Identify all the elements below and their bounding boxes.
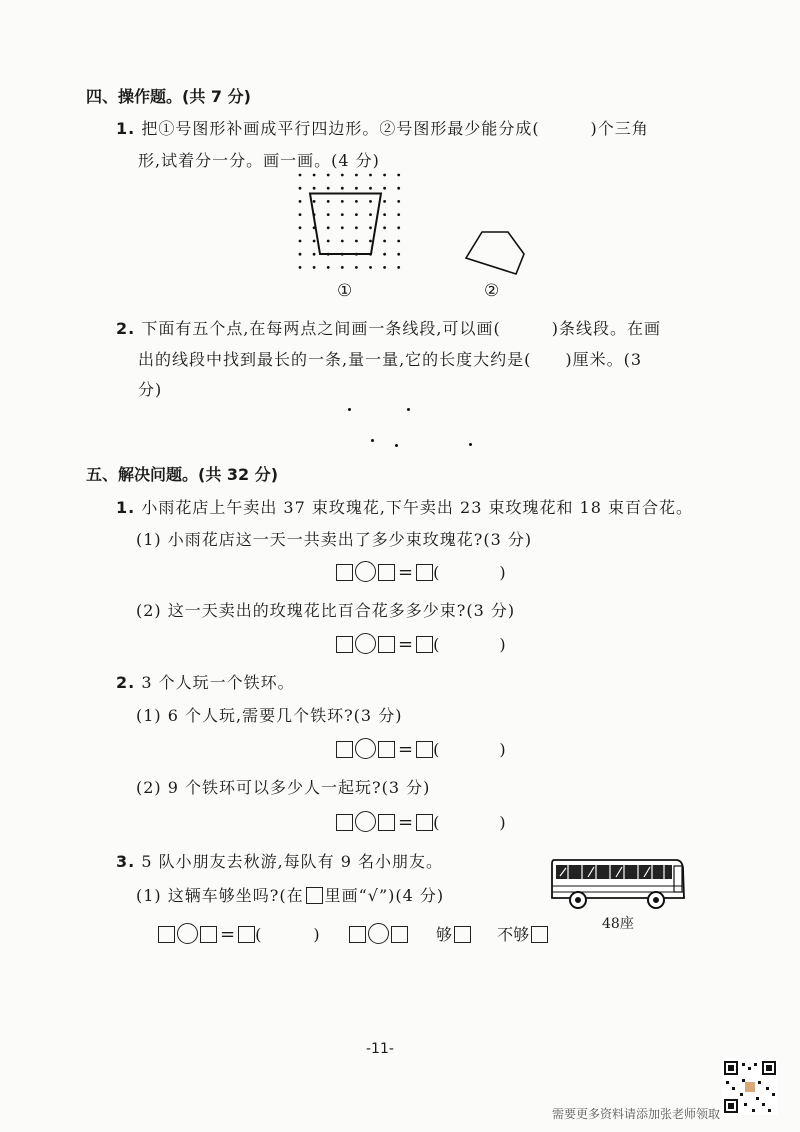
qr-code-icon xyxy=(722,1059,778,1119)
q4-1-number: 1. xyxy=(116,119,136,138)
formula-q5-1-1 xyxy=(336,560,509,583)
grid-dot xyxy=(355,266,358,269)
q5-3-sub1 xyxy=(136,883,444,906)
page-number: -11- xyxy=(366,1041,394,1057)
grid-dot xyxy=(341,200,344,203)
operator-circle[interactable] xyxy=(355,811,376,832)
grid-dot xyxy=(313,200,316,203)
grid-dot xyxy=(355,213,358,216)
unit-paren[interactable]: ( ) xyxy=(433,563,509,582)
bus-seats-label: 48座 xyxy=(602,916,634,932)
q5-1-sub2: (2) 这一天卖出的玫瑰花比百合花多多少束?(3 分) xyxy=(136,601,516,620)
grid-dot xyxy=(369,266,372,269)
grid-dot xyxy=(383,200,386,203)
answer-box[interactable] xyxy=(336,564,353,581)
operator-circle[interactable] xyxy=(355,633,376,654)
grid-dot xyxy=(355,226,358,229)
grid-dot xyxy=(397,253,400,256)
not-enough-checkbox[interactable] xyxy=(531,926,548,943)
answer-box[interactable] xyxy=(378,636,395,653)
grid-dot xyxy=(397,213,400,216)
grid-dot xyxy=(383,240,386,243)
grid-dot xyxy=(327,240,330,243)
q4-2-line3: 分) xyxy=(138,380,163,399)
operator-circle[interactable] xyxy=(355,561,376,582)
q4-1-line2: 形,试着分一分。画一画。(4 分) xyxy=(138,151,380,170)
answer-box[interactable] xyxy=(238,926,255,943)
grid-dot xyxy=(313,240,316,243)
equals-sign: = xyxy=(398,562,414,583)
answer-box[interactable] xyxy=(378,564,395,581)
grid-dot xyxy=(397,187,400,190)
formula-q5-1-2 xyxy=(336,632,509,655)
grid-dot xyxy=(327,266,330,269)
equals-sign: = xyxy=(398,739,414,760)
operator-circle[interactable] xyxy=(355,738,376,759)
q4-1-text1: 把①号图形补画成平行四边形。②号图形最少能分成( )个三角 xyxy=(141,119,649,138)
grid-dot xyxy=(397,200,400,203)
bus-icon xyxy=(548,856,688,912)
grid-dot xyxy=(397,226,400,229)
grid-dot xyxy=(369,200,372,203)
answer-box[interactable] xyxy=(416,741,433,758)
figure-2-label: ② xyxy=(484,281,500,301)
compare-box[interactable] xyxy=(349,926,366,943)
equals-sign: = xyxy=(398,634,414,655)
grid-dot xyxy=(341,187,344,190)
q5-2-line xyxy=(116,670,295,693)
answer-box[interactable] xyxy=(416,814,433,831)
grid-dot xyxy=(341,266,344,269)
point-5 xyxy=(469,443,472,446)
q4-1-line1 xyxy=(116,116,649,139)
grid-dot xyxy=(299,266,302,269)
answer-box[interactable] xyxy=(416,564,433,581)
grid-dot xyxy=(383,253,386,256)
grid-dot xyxy=(327,226,330,229)
grid-dot xyxy=(355,240,358,243)
grid-dot xyxy=(341,226,344,229)
answer-box[interactable] xyxy=(336,741,353,758)
bus-image xyxy=(548,856,688,916)
pentagon-figure-2 xyxy=(462,228,528,280)
grid-dot xyxy=(341,240,344,243)
grid-dot xyxy=(313,253,316,256)
formula-q5-2-2 xyxy=(336,810,509,833)
unit-paren[interactable]: ( ) xyxy=(433,813,509,832)
q4-2-text1: 下面有五个点,在每两点之间画一条线段,可以画( )条线段。在画 xyxy=(141,319,661,338)
grid-dot xyxy=(299,200,302,203)
point-3 xyxy=(371,439,374,442)
formula-q5-3 xyxy=(158,922,548,945)
section4-title: 四、操作题。(共 7 分) xyxy=(86,87,251,106)
q5-1-text: 小雨花店上午卖出 37 束玫瑰花,下午卖出 23 束玫瑰花和 18 束百合花。 xyxy=(141,498,693,517)
unit-paren[interactable]: ( ) xyxy=(433,635,509,654)
grid-dot xyxy=(299,240,302,243)
grid-dot xyxy=(369,187,372,190)
q5-2-text: 3 个人玩一个铁环。 xyxy=(141,673,295,692)
operator-circle[interactable] xyxy=(177,923,198,944)
grid-dot xyxy=(299,174,302,177)
q5-2-sub2: (2) 9 个铁环可以多少人一起玩?(3 分) xyxy=(136,778,431,797)
q5-1-number: 1. xyxy=(116,498,136,517)
checkbox-example xyxy=(306,887,323,904)
equals-sign: = xyxy=(220,924,236,945)
grid-dot xyxy=(327,213,330,216)
q5-3-sub1-a: (1) 这辆车够坐吗?(在 xyxy=(136,886,304,905)
enough-label: 够 xyxy=(435,925,452,944)
section5-title: 五、解决问题。(共 32 分) xyxy=(86,465,279,484)
q5-3-text: 5 队小朋友去秋游,每队有 9 名小朋友。 xyxy=(141,852,444,871)
grid-dot xyxy=(383,213,386,216)
compare-circle[interactable] xyxy=(368,923,389,944)
unit-paren[interactable]: ( ) xyxy=(433,740,509,759)
grid-dot xyxy=(299,187,302,190)
unit-paren[interactable]: ( ) xyxy=(255,925,321,944)
figure-1-label: ① xyxy=(337,281,353,301)
grid-dot xyxy=(299,213,302,216)
answer-box[interactable] xyxy=(158,926,175,943)
grid-dot xyxy=(327,174,330,177)
q5-2-number: 2. xyxy=(116,673,136,692)
formula-q5-2-1 xyxy=(336,737,509,760)
grid-dot xyxy=(355,174,358,177)
grid-dot xyxy=(313,266,316,269)
grid-dot xyxy=(397,266,400,269)
trapezoid-grid xyxy=(295,170,405,278)
answer-box[interactable] xyxy=(378,814,395,831)
point-1 xyxy=(348,408,351,411)
grid-dot xyxy=(313,187,316,190)
grid-dot xyxy=(327,200,330,203)
grid-dot xyxy=(299,253,302,256)
footer-note: 需要更多资料请添加张老师领取 xyxy=(552,1107,721,1121)
compare-box[interactable] xyxy=(391,926,408,943)
q5-2-sub1: (1) 6 个人玩,需要几个铁环?(3 分) xyxy=(136,706,403,725)
grid-dot xyxy=(383,174,386,177)
answer-box[interactable] xyxy=(200,926,217,943)
enough-checkbox[interactable] xyxy=(454,926,471,943)
q4-2-number: 2. xyxy=(116,319,136,338)
not-enough-label: 不够 xyxy=(497,925,530,944)
grid-dot xyxy=(327,187,330,190)
answer-box[interactable] xyxy=(336,636,353,653)
answer-box[interactable] xyxy=(416,636,433,653)
grid-dot xyxy=(313,174,316,177)
grid-dot xyxy=(369,226,372,229)
q5-3-sub1-b: 里画“√”)(4 分) xyxy=(324,886,445,905)
q5-1-line xyxy=(116,495,693,518)
grid-dot xyxy=(383,226,386,229)
equals-sign: = xyxy=(398,812,414,833)
grid-dot xyxy=(341,213,344,216)
grid-dot xyxy=(383,266,386,269)
grid-dot xyxy=(383,187,386,190)
grid-dot xyxy=(341,174,344,177)
grid-dot xyxy=(369,240,372,243)
grid-dot xyxy=(299,226,302,229)
grid-dot xyxy=(369,174,372,177)
grid-dot xyxy=(397,174,400,177)
grid-dot xyxy=(355,200,358,203)
q4-2-line1 xyxy=(116,316,661,339)
grid-dot xyxy=(355,187,358,190)
q4-2-line2: 出的线段中找到最长的一条,量一量,它的长度大约是( )厘米。(3 xyxy=(138,350,643,369)
dot-grid-figure-1 xyxy=(295,170,405,278)
answer-box[interactable] xyxy=(378,741,395,758)
grid-dot xyxy=(369,213,372,216)
point-2 xyxy=(407,408,410,411)
q5-3-line xyxy=(116,849,443,872)
q5-3-number: 3. xyxy=(116,852,136,871)
grid-dot xyxy=(397,240,400,243)
answer-box[interactable] xyxy=(336,814,353,831)
point-4 xyxy=(395,444,398,447)
q5-1-sub1: (1) 小雨花店这一天一共卖出了多少束玫瑰花?(3 分) xyxy=(136,530,533,549)
